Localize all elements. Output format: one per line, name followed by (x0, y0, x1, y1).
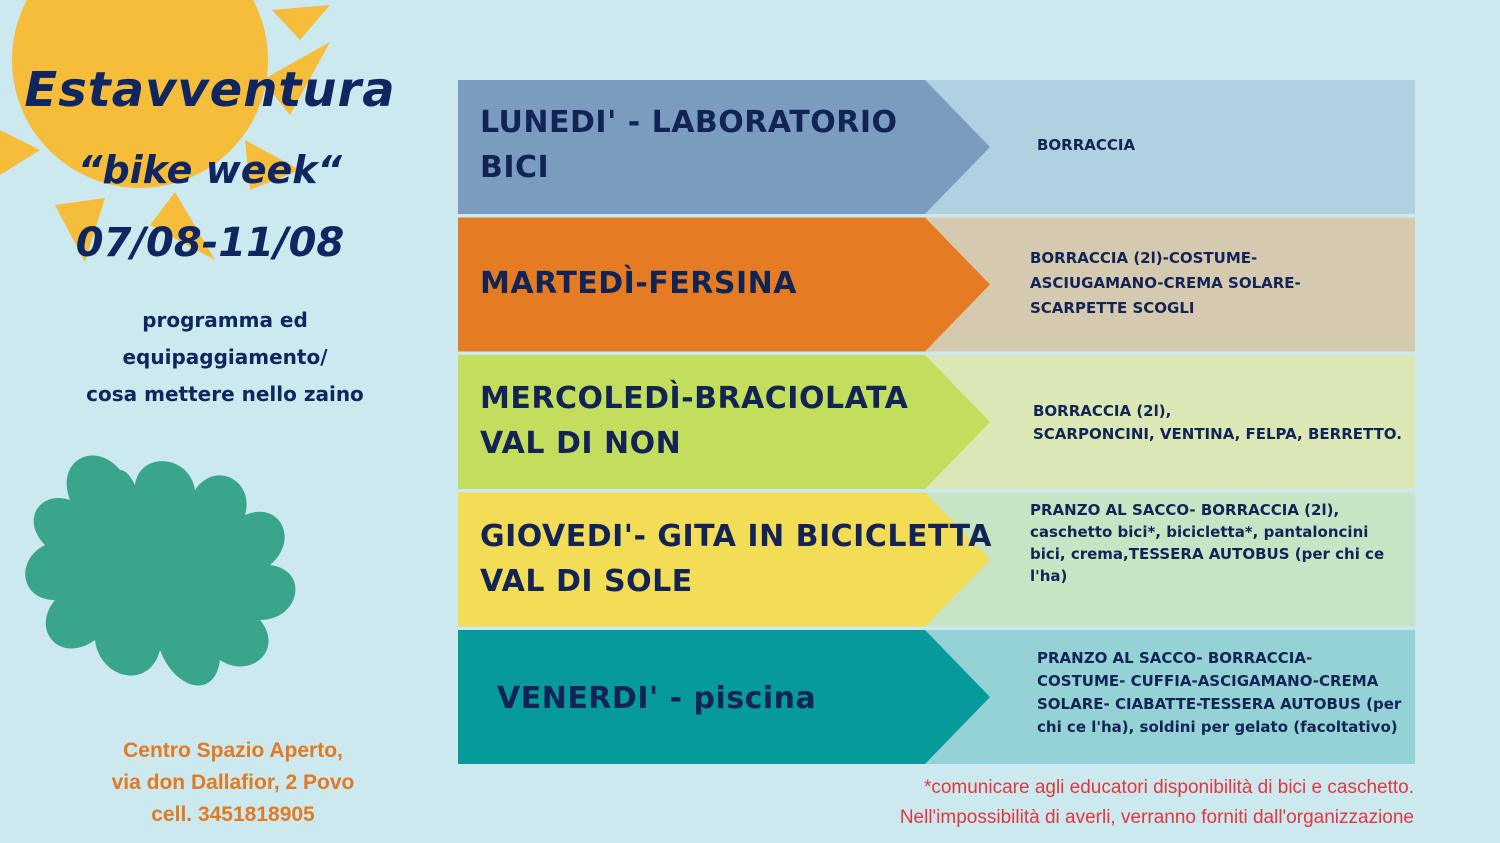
day-label-friday (497, 676, 816, 721)
items-line: BORRACCIA (1037, 136, 1136, 154)
items-line: COSTUME- CUFFIA-ASCIGAMANO-CREMA (1037, 672, 1379, 690)
items-line: caschetto bici*, bicicletta*, pantaloncini (1030, 523, 1369, 541)
items-line: PRANZO AL SACCO- BORRACCIA- (1037, 649, 1313, 667)
day-label-tuesday (480, 261, 797, 306)
day-label-line: VENERDI' - piscina (497, 681, 817, 716)
items-friday (1037, 647, 1401, 739)
address-line: via don Dallafior, 2 Povo (111, 771, 355, 794)
day-label-monday (480, 100, 898, 190)
items-line: BORRACCIA (2l), (1033, 402, 1172, 420)
items-thursday (1030, 499, 1384, 587)
subtitle-line: cosa mettere nello zaino (86, 382, 364, 406)
day-label-line: BICI (480, 150, 550, 185)
subtitle-line: programma ed (142, 308, 308, 332)
items-line: l'ha) (1030, 567, 1068, 585)
items-line: BORRACCIA (2l)-COSTUME- (1030, 249, 1258, 267)
event-dates: 07/08-11/08 (75, 220, 345, 266)
day-label-line: MERCOLEDÌ-BRACIOLATA (480, 381, 909, 416)
day-label-line: VAL DI NON (480, 426, 682, 461)
day-label-line: VAL DI SOLE (480, 564, 693, 599)
day-label-wednesday (480, 376, 908, 466)
day-label-line: LUNEDI' - LABORATORIO (480, 105, 898, 140)
subtitle-line: equipaggiamento/ (122, 345, 328, 369)
items-line: chi ce l'ha), soldini per gelato (facoltativo) (1037, 718, 1398, 736)
event-title: Estavventura (24, 62, 396, 118)
address-line: cell. 3451818905 (151, 803, 315, 826)
day-label-line: GIOVEDI'- GITA IN BICICLETTA (480, 519, 992, 554)
footnote-line: Nell'impossibilità di averli, verranno forniti dall'organizzazione (899, 807, 1414, 828)
items-line: SCARPONCINI, VENTINA, FELPA, BERRETTO. (1033, 425, 1402, 443)
items-wednesday (1033, 400, 1402, 446)
day-label-line: MARTEDÌ-FERSINA (480, 266, 797, 301)
items-line: PRANZO AL SACCO- BORRACCIA (2l), (1030, 501, 1340, 519)
address-line: Centro Spazio Aperto, (123, 739, 343, 762)
address-block (60, 735, 406, 831)
event-subtitle: “bike week“ (77, 148, 342, 192)
footnote-line: *comunicare agli educatori disponibilità di bici e caschetto. (923, 777, 1414, 798)
items-monday (1037, 134, 1135, 157)
items-line: SCARPETTE SCOGLI (1030, 299, 1195, 317)
items-panel-monday (925, 80, 1415, 214)
items-line: bici, crema,TESSERA AUTOBUS (per chi ce (1030, 545, 1385, 563)
items-tuesday (1030, 246, 1301, 321)
leaf-icon (25, 456, 295, 686)
items-line: ASCIUGAMANO-CREMA SOLARE- (1030, 274, 1301, 292)
items-line: SOLARE- CIABATTE-TESSERA AUTOBUS (per (1037, 695, 1402, 713)
program-subtitle (30, 302, 420, 413)
footnote (900, 773, 1414, 833)
day-label-thursday (480, 514, 992, 604)
